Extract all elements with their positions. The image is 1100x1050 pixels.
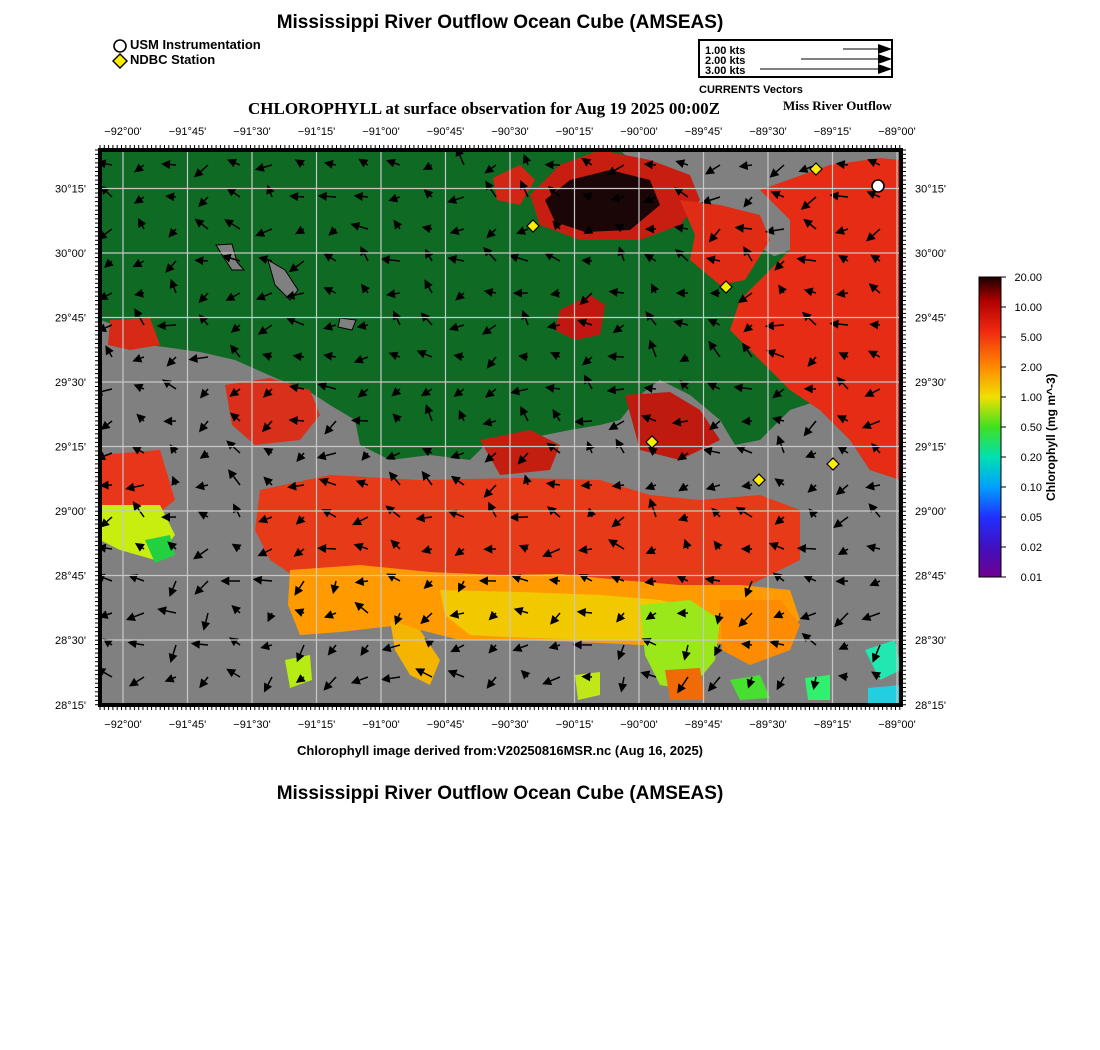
current-vector [367, 453, 368, 454]
current-vector [846, 645, 848, 646]
longitude-label: −89°00' [878, 719, 916, 731]
current-vector [714, 580, 720, 581]
colorbar-tick-label: 0.02 [1020, 542, 1042, 554]
current-vector [783, 292, 784, 293]
current-vector [493, 292, 496, 293]
current-vector [748, 165, 752, 166]
current-vector [303, 677, 304, 678]
current-vector [207, 453, 208, 454]
latitude-label: 30°15' [55, 183, 86, 196]
current-vector [655, 291, 656, 293]
colorbar-tick-label: 5.00 [1020, 332, 1042, 344]
latitude-label: 28°45' [55, 570, 86, 583]
colorbar-tick-label: 0.05 [1020, 512, 1042, 524]
latitude-label: 30°00' [915, 248, 946, 260]
current-vector [554, 388, 560, 389]
current-vector [557, 645, 560, 646]
latitude-label: 28°30' [915, 635, 946, 647]
longitude-label: −91°15' [297, 126, 336, 138]
longitude-label: −92°00' [104, 126, 142, 138]
current-vector [838, 324, 848, 325]
current-vector [654, 549, 656, 550]
longitude-label: −90°15' [555, 719, 594, 731]
current-vector [616, 389, 624, 390]
current-vector [269, 645, 272, 646]
current-vector [142, 548, 144, 549]
current-vector [687, 357, 688, 358]
current-vector [204, 485, 208, 486]
longitude-label: −90°30' [491, 126, 529, 138]
latitude-labels-right [915, 184, 946, 713]
current-vector [332, 356, 336, 357]
current-vector [813, 453, 816, 454]
current-vector [719, 548, 720, 549]
longitude-label: −90°00' [620, 126, 658, 138]
colorbar-tick-label: 1.00 [1020, 392, 1042, 404]
current-vector [654, 485, 656, 486]
current-vector [587, 549, 592, 550]
current-vector [327, 196, 336, 197]
current-vector [622, 228, 624, 229]
current-vector [399, 420, 400, 421]
map-subtitle: CHLOROPHYLL at surface observation for Aug 19 2025 00:00Z [248, 99, 720, 118]
current-vector [879, 676, 880, 677]
latitude-label: 29°15' [55, 441, 86, 454]
longitude-label: −89°15' [813, 719, 852, 731]
ndbc-legend-label: NDBC Station [130, 52, 216, 67]
longitude-label: −90°45' [426, 126, 465, 138]
colorbar-tick-label: 0.20 [1020, 452, 1042, 464]
current-vector [175, 451, 176, 453]
current-vector [142, 388, 144, 389]
latitude-label: 29°00' [55, 506, 86, 518]
current-vector [527, 676, 528, 677]
current-vector [364, 581, 368, 582]
current-vector [874, 485, 880, 486]
current-vector [262, 580, 272, 581]
longitude-labels-bottom [104, 719, 915, 731]
current-vector [744, 228, 752, 229]
longitude-label: −90°45' [426, 719, 465, 731]
bottom-title: Mississippi River Outflow Ocean Cube (AMSEAS) [276, 783, 724, 804]
longitude-label: −91°30' [233, 719, 271, 731]
current-vector [812, 292, 816, 293]
colorbar-tick-label: 0.50 [1020, 422, 1042, 434]
longitude-label: −89°30' [749, 719, 787, 731]
current-vector [395, 293, 400, 294]
current-vector [206, 516, 208, 517]
latitude-label: 29°00' [915, 506, 946, 518]
longitude-label: −89°30' [749, 126, 787, 138]
current-vector [106, 548, 112, 549]
latitude-label: 30°15' [915, 183, 946, 196]
current-vector [239, 548, 240, 549]
current-vector [618, 292, 624, 293]
colorbar-tick-label: 20.00 [1014, 272, 1042, 284]
colorbar-gradient [979, 277, 1001, 577]
current-vector [655, 452, 656, 453]
current-vector [556, 325, 560, 326]
current-vector [591, 229, 592, 230]
current-vector [781, 420, 784, 421]
current-vector [335, 581, 336, 585]
latitude-label: 28°45' [915, 570, 946, 583]
current-vector [683, 228, 688, 229]
current-vector [430, 452, 432, 453]
page-title: Mississippi River Outflow Ocean Cube (AMSEAS) [276, 12, 724, 33]
colorbar-tick-label: 0.01 [1020, 572, 1042, 584]
current-vector [527, 162, 528, 165]
current-vector [333, 164, 336, 165]
current-vector [110, 644, 112, 645]
current-vector [583, 421, 592, 422]
longitude-label: −89°45' [684, 126, 723, 138]
longitude-label: −91°45' [168, 719, 207, 731]
latitude-label: 28°30' [55, 635, 86, 647]
longitude-label: −90°15' [555, 126, 594, 138]
current-vector [200, 644, 208, 645]
current-vector [719, 613, 720, 616]
current-vector [838, 196, 848, 197]
current-vector [143, 420, 144, 421]
image-source-note: Chlorophyll image derived from:V20250816MSR.nc (Aug 16, 2025) [296, 743, 704, 758]
current-vector [271, 452, 272, 453]
colorbar [960, 260, 1080, 590]
current-vector [166, 325, 176, 326]
longitude-label: −91°15' [297, 719, 336, 731]
current-vector [303, 229, 304, 230]
latitude-label: 29°45' [915, 312, 946, 325]
current-vector [687, 547, 688, 549]
longitude-label: −89°45' [684, 719, 723, 731]
current-vector [431, 165, 432, 166]
colorbar-tick-label: 0.10 [1020, 482, 1042, 494]
latitude-label: 29°45' [55, 312, 86, 325]
current-vector [751, 677, 752, 680]
colorbar-ticks [1001, 272, 1042, 584]
colorbar-label: Chlorophyll (mg m^-3) [1044, 373, 1058, 501]
current-vector [781, 613, 784, 614]
longitude-label: −91°45' [168, 126, 207, 138]
current-vector [397, 356, 400, 357]
longitude-label: −89°15' [813, 126, 852, 138]
latitude-label: 28°15' [55, 700, 86, 712]
map-layers [93, 147, 901, 705]
vector-legend-entry: 2.00 kts [705, 55, 746, 67]
current-vector [495, 613, 496, 614]
usm-station-marker[interactable] [872, 180, 884, 192]
latitude-label: 30°00' [55, 248, 86, 260]
longitude-label: −91°00' [362, 126, 400, 138]
longitude-label: −91°30' [233, 126, 271, 138]
current-vector [335, 229, 336, 230]
current-vector [424, 517, 432, 518]
vector-legend-entry: 3.00 kts [705, 65, 746, 77]
latitude-labels-left [55, 184, 86, 713]
current-vector [555, 484, 560, 485]
current-vector [815, 677, 816, 681]
usm-legend-label: USM Instrumentation [130, 37, 261, 52]
current-vector [111, 261, 112, 262]
current-vector [620, 197, 624, 198]
longitude-labels-top [104, 126, 915, 138]
vector-legend-entry: 1.00 kts [705, 45, 746, 57]
longitude-label: −91°00' [362, 719, 400, 731]
current-vector [774, 325, 784, 326]
current-vector [847, 356, 848, 357]
colorbar-tick-label: 10.00 [1014, 302, 1042, 314]
longitude-label: −92°00' [104, 719, 142, 731]
latitude-label: 29°30' [915, 377, 946, 389]
current-vector [558, 356, 560, 357]
longitude-label: −90°30' [491, 719, 529, 731]
longitude-label: −89°00' [878, 126, 916, 138]
current-vector [430, 549, 432, 550]
current-vector [527, 483, 528, 485]
current-vector [586, 612, 592, 613]
latitude-label: 29°30' [55, 377, 86, 389]
region-label: Miss River Outflow [783, 98, 892, 113]
vector-legend-caption: CURRENTS Vectors [699, 84, 803, 96]
current-vector [681, 421, 688, 422]
latitude-label: 28°15' [915, 700, 946, 712]
latitude-label: 29°15' [915, 441, 946, 454]
longitude-label: −90°00' [620, 719, 658, 731]
colorbar-tick-label: 2.00 [1020, 362, 1042, 374]
current-vector [878, 581, 880, 582]
current-vector [302, 164, 304, 165]
current-vector [397, 197, 400, 198]
current-vector [431, 644, 432, 645]
